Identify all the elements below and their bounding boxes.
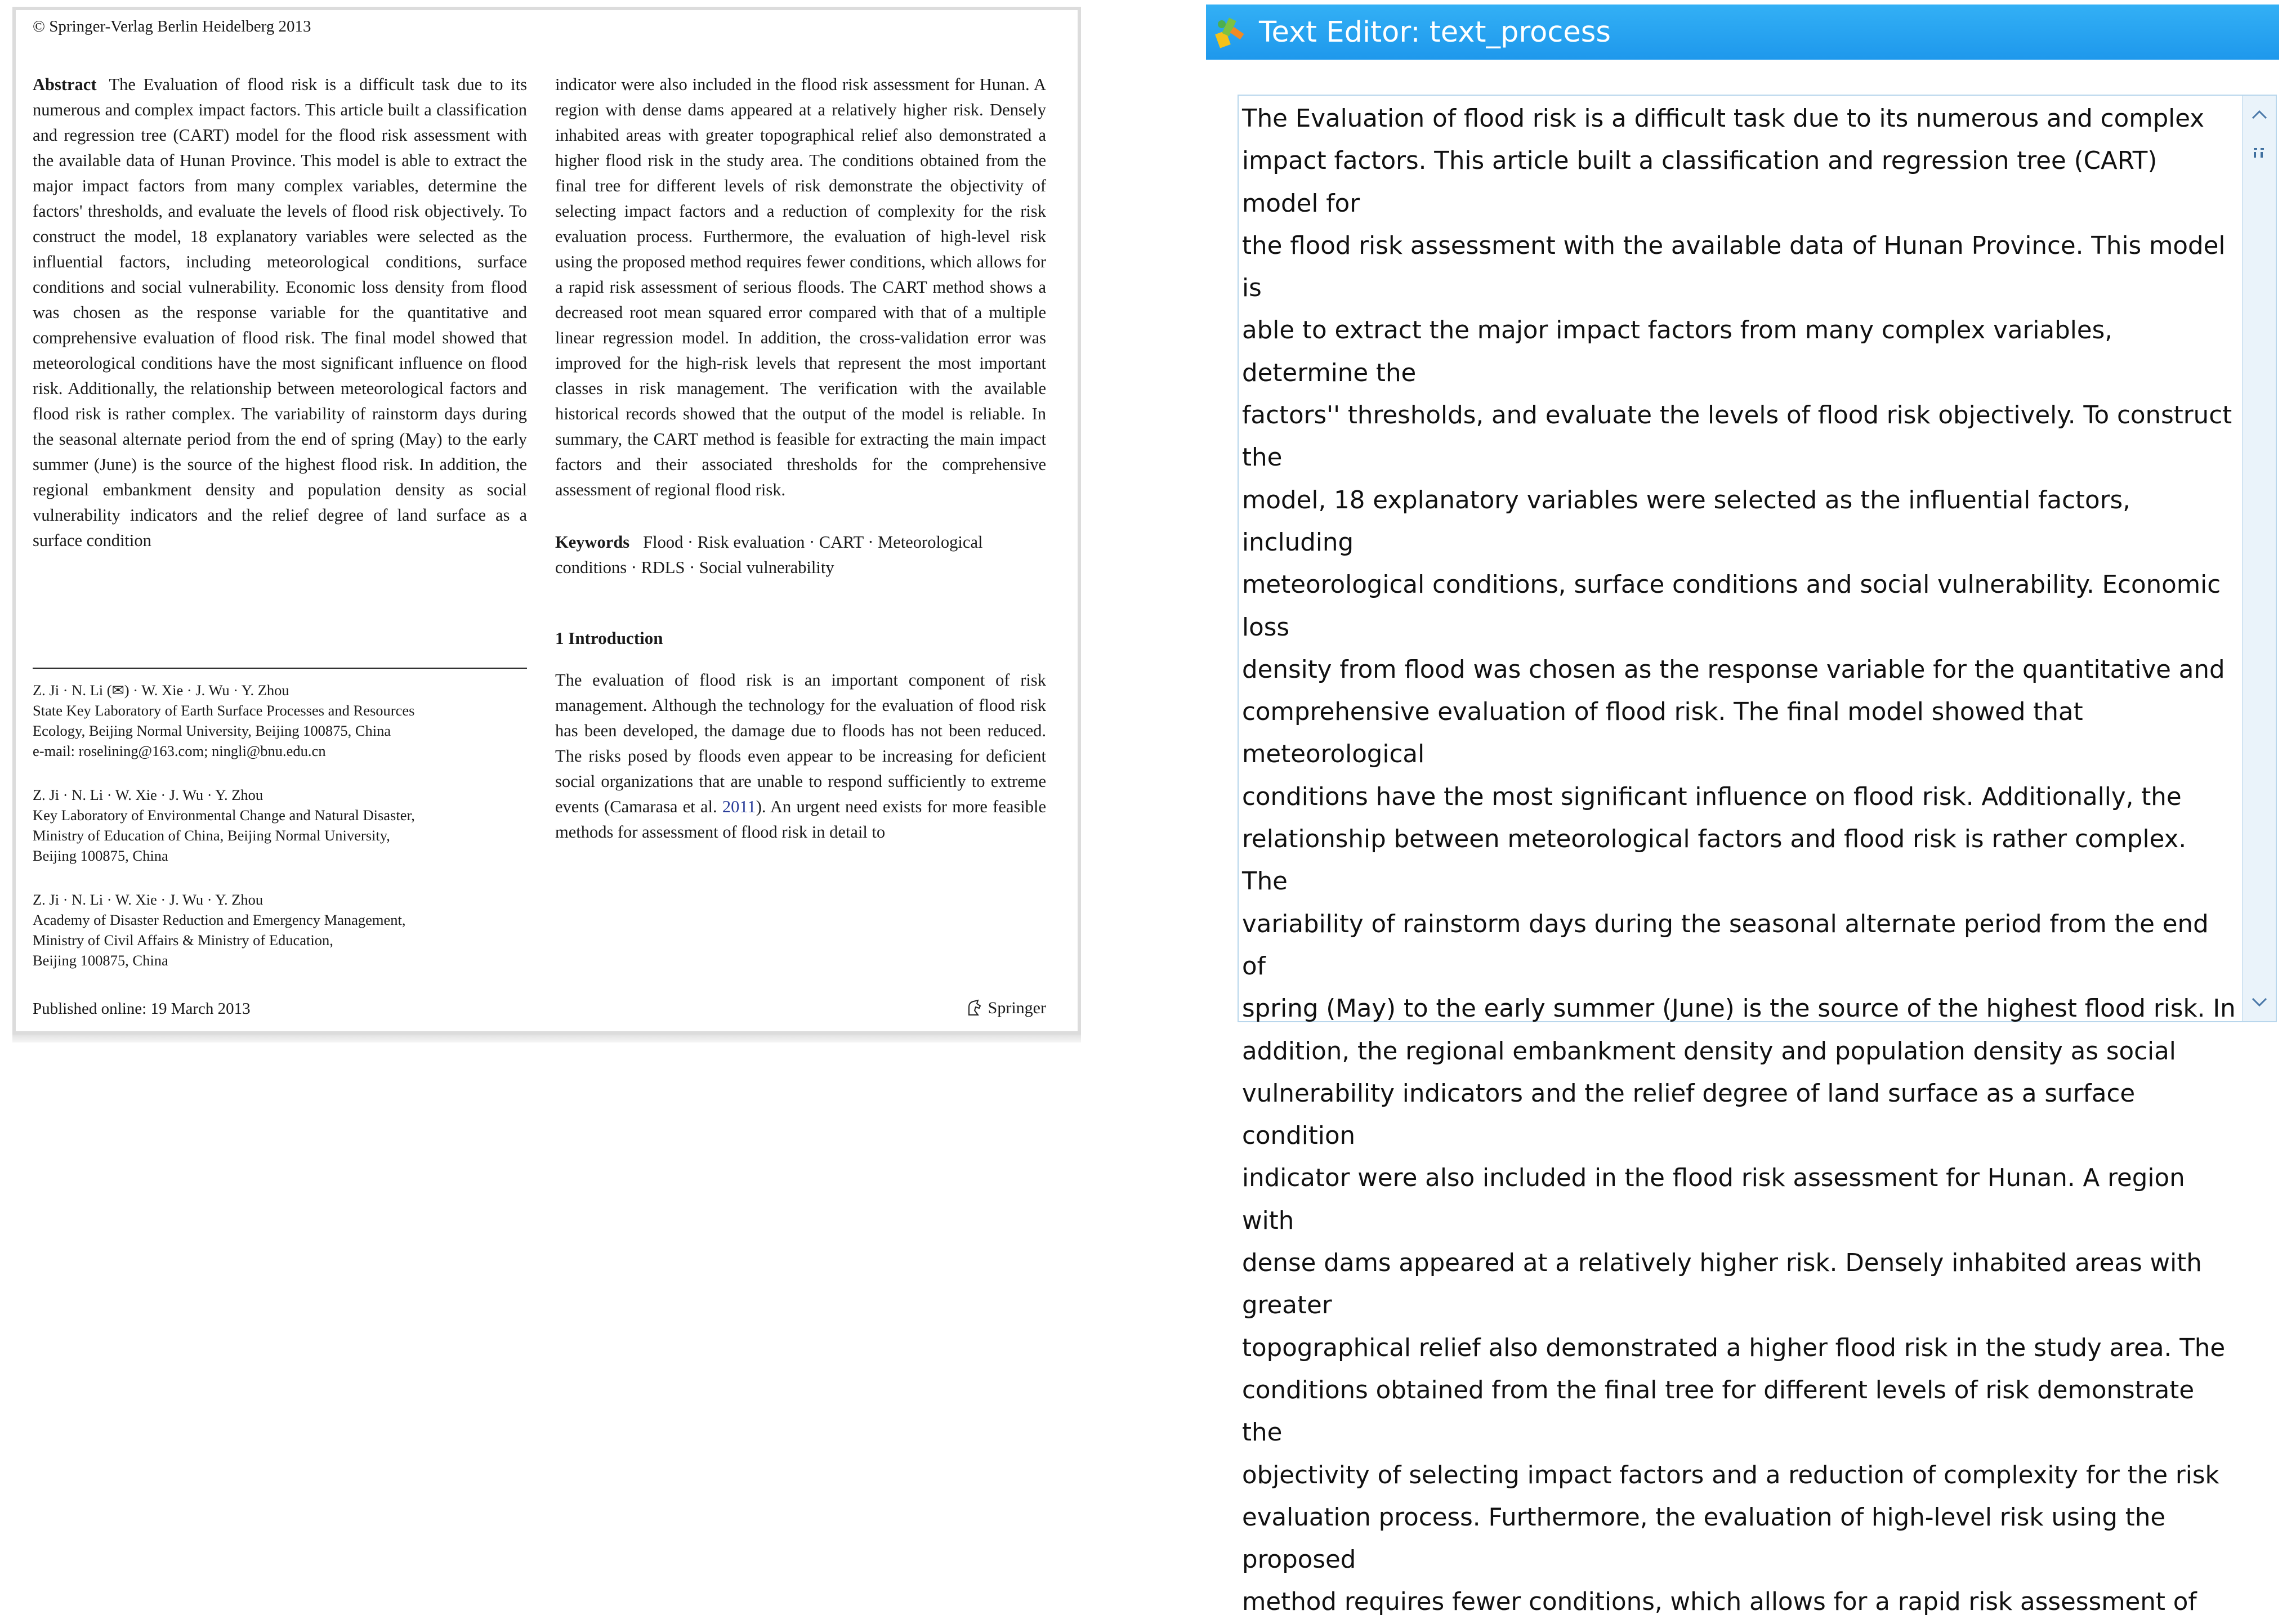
text-editor-window [1206,5,2279,1617]
editor-title: Text Editor: text_process [1259,15,1611,49]
pdf-page-shadow [12,1035,1081,1043]
scrollbar-thumb[interactable] [2248,141,2271,164]
introduction-paragraph [555,668,1046,845]
scroll-up-button[interactable] [2243,98,2276,132]
keywords-block [555,530,1046,580]
affiliation-block-3 [33,889,539,970]
affiliation-divider [33,668,527,669]
abstract-column-left [33,72,527,553]
abstract-text-right: indicator were also included in the flood risk assessment for Hunan. A region with dense dams appeared at a relatively higher risk. Densely inhabited areas with greater topographical relief also demonstrated a higher flood risk in the study area. The conditions obtained from the final tree for different levels of risk demonstrate the objectivity of selecting impact factors and a reduction of complexity for the risk evaluation process. Furthermore, the evaluation of high-level risk using the proposed method requires fewer conditions, which allows for a rapid risk assessment of serious floods. The CART method shows a decreased root mean squared error compared with that of a multiple linear regression model. In addition, the cross-validation error was improved for the high-risk levels that represent the most important classes in risk management. The verification with the available historical records showed that the output of the model is reliable. In summary, the CART method is feasible for extracting the main impact factors and their associated thresholds for the comprehensive assessment of regional flood risk. [555,75,1046,499]
citation-link[interactable]: 2011 [722,797,756,816]
affiliation-email: e-mail: roselining@163.com; ningli@bnu.edu.cn [33,742,326,759]
affiliation-line: Ministry of Education of China, Beijing Normal University, [33,827,390,844]
published-date: Published online: 19 March 2013 [33,1000,251,1018]
copyright-notice: © Springer-Verlag Berlin Heidelberg 2013 [33,17,311,35]
grip-icon [2252,145,2267,160]
affiliation-line: Ecology, Beijing Normal University, Beijing 100875, China [33,722,391,739]
affiliation-line: Beijing 100875, China [33,952,168,969]
introduction-heading: 1 Introduction [555,628,663,648]
app-icon [1214,15,1248,49]
abstract-paragraph [33,72,527,553]
affiliation-line: State Key Laboratory of Earth Surface Processes and Resources [33,702,415,719]
editor-text-area[interactable] [1238,95,2277,1617]
editor-text-content[interactable]: The Evaluation of flood risk is a difficult task due to its numerous and complex impact factors. This article built a classification and regression tree (CART) model for the flood risk assessment with the available data of Hunan Province. This model is able to extract the major impact factors from many complex variables, determine the factors'' thresholds, and evaluate the levels of flood risk objectively. To construct the model, 18 explanatory variables were selected as the influential factors, including meteorological conditions, surface conditions and social vulnerability. Economic loss density from flood was chosen as the response variable for the quantitative and comprehensive evaluation of flood risk. The final model showed that meteorological conditions have the most significant influence on flood risk. Additionally, the relationship between meteorological factors and flood risk is rather complex. The variability of rainstorm days during the seasonal alternate period from the end of spring (May) to the early summer (June) is the source of the highest flood risk. In addition, the regional embankment density and population density as social vulnerability indicators and the relief degree of land surface as a surface condition indicator were also included in the flood risk assessment for Hunan. A region with dense dams appeared at a relatively higher risk. Densely inhabited areas with greater topographical relief also demonstrated a higher flood risk in the study area. The conditions obtained from the final tree for different levels of risk demonstrate the objectivity of selecting impact factors and a reduction of complexity for the risk evaluation process. Furthermore, the evaluation of high-level risk using the proposed method requires fewer conditions, which allows for a rapid risk assessment of [1242,105,2236,1617]
affiliation-authors: Z. Ji · N. Li (✉) · W. Xie · J. Wu · Y. Zhou [33,682,289,699]
affiliation-authors: Z. Ji · N. Li · W. Xie · J. Wu · Y. Zhou [33,786,263,803]
pdf-page-content [33,10,1069,1035]
affiliation-block-2 [33,785,539,866]
affiliation-line: Key Laboratory of Environmental Change and Natural Disaster, [33,807,415,824]
keywords-heading: Keywords [555,533,630,552]
affiliation-authors: Z. Ji · N. Li · W. Xie · J. Wu · Y. Zhou [33,891,263,908]
abstract-heading: Abstract [33,75,97,94]
scroll-down-button[interactable] [2243,985,2276,1019]
publisher-logo [966,999,1046,1018]
abstract-text-left: The Evaluation of flood risk is a difficult task due to its numerous and complex impact factors. This article built a classification and regression tree (CART) model for the flood risk assessment with the available data of Hunan Province. This model is able to extract the major impact factors from many complex variables, determine the factors' thresholds, and evaluate the levels of flood risk objectively. To construct the model, 18 explanatory variables were selected as the influential factors, including meteorological conditions, surface conditions and social vulnerability. Economic loss density from flood was chosen as the response variable for the quantitative and comprehensive evaluation of flood risk. The final model showed that meteorological conditions have the most significant influence on flood risk. Additionally, the relationship between meteorological factors and flood risk is rather complex. The variability of rainstorm days during the seasonal alternate period from the end of spring (May) to the early summer (June) is the source of the highest flood risk. In addition, the regional embankment density and population density as social vulnerability indicators and the relief degree of land surface as a surface condition [33,75,527,550]
chevron-up-icon [2251,109,2268,120]
intro-text-before: The evaluation of flood risk is an important component of risk management. Although the technology for the evaluation of flood risk has been developed, the damage due to floods has not been reduced. The risks posed by floods even appear to be increasing for deficient social organizations that are unable to respond sufficiently to extreme events (Camarasa et al. [555,670,1046,816]
publisher-name: Springer [988,999,1046,1017]
affiliation-line: Beijing 100875, China [33,847,168,864]
affiliation-line: Academy of Disaster Reduction and Emergency Management, [33,911,406,928]
intro-text-after: ). An urgent need exists for more feasible methods for assessment of flood risk in detail to [555,797,1047,842]
chevron-down-icon [2251,996,2268,1008]
affiliation-line: Ministry of Civil Affairs & Ministry of Education, [33,932,333,949]
affiliation-block-1 [33,680,539,761]
vertical-scrollbar[interactable] [2242,96,2276,1021]
springer-horse-icon [966,999,982,1017]
keywords-list: Flood · Risk evaluation · CART · Meteorological conditions · RDLS · Social vulnerability [555,533,983,577]
pdf-page-view [12,7,1081,1035]
editor-titlebar[interactable] [1206,5,2279,60]
abstract-column-right [555,72,1046,845]
